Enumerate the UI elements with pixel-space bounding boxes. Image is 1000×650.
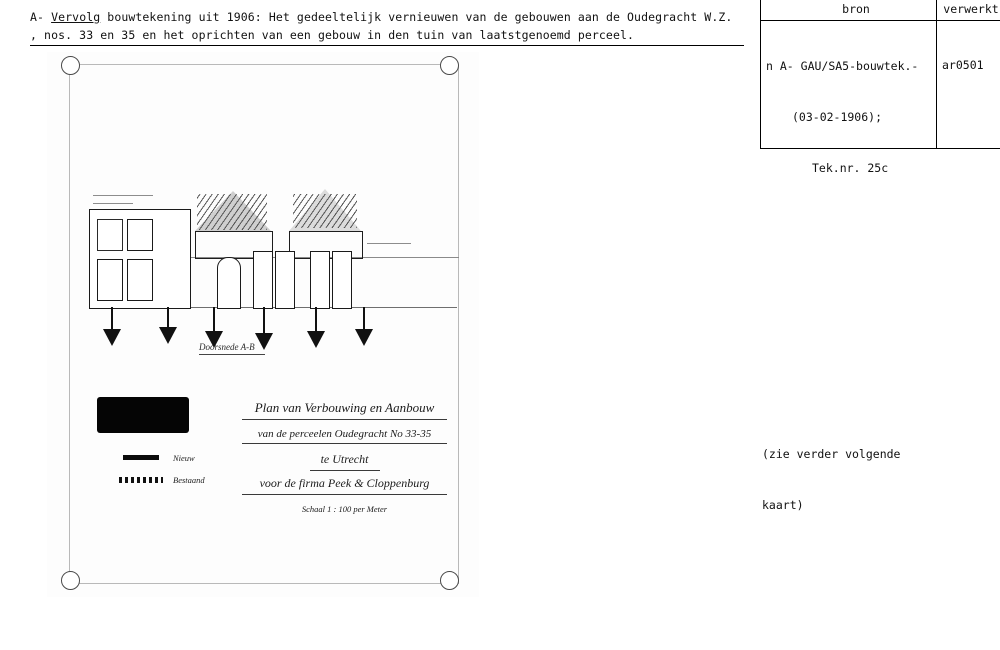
table-header-verwerkt: verwerkt (943, 2, 999, 16)
source-prefix: n A- (766, 59, 794, 73)
source-line-2: (03-02-1906); (792, 110, 883, 124)
window-upper-left-1 (97, 219, 123, 251)
window-lower-left-2 (127, 259, 153, 301)
legend-label-existing: Bestaand (173, 475, 205, 485)
title-block-line-5 (242, 504, 447, 514)
table-header-bron: bron (842, 2, 870, 16)
description-line-2: , nos. 33 en 35 en het oprichten van een gebouw in den tuin van laatstgenoemd perceel. (30, 28, 635, 42)
sheet-corner-hole-top-left (61, 56, 80, 75)
table-vline-left (760, 0, 761, 149)
section-caption-text: Doorsnede A-B (199, 342, 255, 352)
column-2 (167, 307, 169, 327)
roof-right-hatching (293, 194, 357, 228)
legend-label-new: Nieuw (173, 453, 195, 463)
title-underline-2 (242, 443, 447, 444)
title-underline-1 (242, 419, 447, 420)
sheet-corner-hole-top-right (440, 56, 459, 75)
title-block-text-5: Schaal 1 : 100 per Meter (301, 504, 388, 514)
table-cell-source (766, 24, 938, 211)
column-3 (213, 307, 215, 331)
sheet-corner-hole-bottom-right (440, 571, 459, 590)
note-line-2: kaart) (762, 498, 804, 512)
dimension-tick-2 (93, 203, 133, 204)
see-next-card-note (762, 412, 900, 548)
window-upper-left-2 (127, 219, 153, 251)
section-caption (199, 342, 265, 355)
title-block-text-1: Plan van Verbouwing en Aanbouw (254, 400, 435, 415)
table-header-rule (760, 20, 1000, 21)
column-1 (111, 307, 113, 329)
sheet-corner-hole-bottom-left (61, 571, 80, 590)
building-section-drawing (67, 147, 447, 397)
legend-swatch-new (123, 455, 159, 460)
dimension-tick-3 (367, 243, 411, 244)
title-block-text-2: van de perceelen Oudegracht No 33-35 (257, 428, 432, 440)
title-underline-4 (242, 494, 447, 495)
reference-table (760, 0, 1000, 175)
column-base-5 (307, 331, 325, 348)
description-line-1 (30, 8, 745, 26)
column-base-6 (355, 329, 373, 346)
column-6 (363, 307, 365, 329)
source-line-3: Tek.nr. 25c (812, 161, 889, 175)
dimension-tick-1 (93, 195, 153, 196)
column-4 (263, 307, 265, 333)
title-block-text-4: voor de firma Peek & Cloppenburg (259, 476, 430, 490)
scanned-drawing (47, 52, 479, 597)
table-cell-processed-code: ar0501 (942, 58, 984, 72)
door-panel-4 (332, 251, 352, 309)
roof-left-hatching (197, 194, 267, 230)
title-block-line-4 (242, 476, 447, 507)
description-keyword: Vervolg (51, 10, 101, 24)
source-line-1: GAU/SA5-bouwtek.- (800, 59, 919, 73)
description-underline (30, 45, 744, 46)
arched-opening (217, 257, 241, 309)
column-base-1 (103, 329, 121, 346)
legend-swatch-existing (119, 477, 163, 483)
description-prefix: A- (30, 10, 45, 24)
window-lower-left-1 (97, 259, 123, 301)
description-line-1-rest: bouwtekening uit 1906: Het gedeeltelijk vernieuwen van de gebouwen aan de Oudegracht W.Z. (100, 10, 733, 24)
column-base-2 (159, 327, 177, 344)
section-caption-underline (199, 354, 265, 355)
legend-block-redacted (97, 397, 189, 433)
title-block-text-3: te Utrecht (320, 452, 369, 466)
title-underline-3 (310, 470, 380, 471)
column-5 (315, 307, 317, 331)
title-block-line-3 (242, 452, 447, 471)
note-line-1: (zie verder volgende (762, 447, 901, 461)
door-panel-3 (310, 251, 330, 309)
door-panel-1 (253, 251, 273, 309)
record-description (30, 8, 745, 44)
door-panel-2 (275, 251, 295, 309)
